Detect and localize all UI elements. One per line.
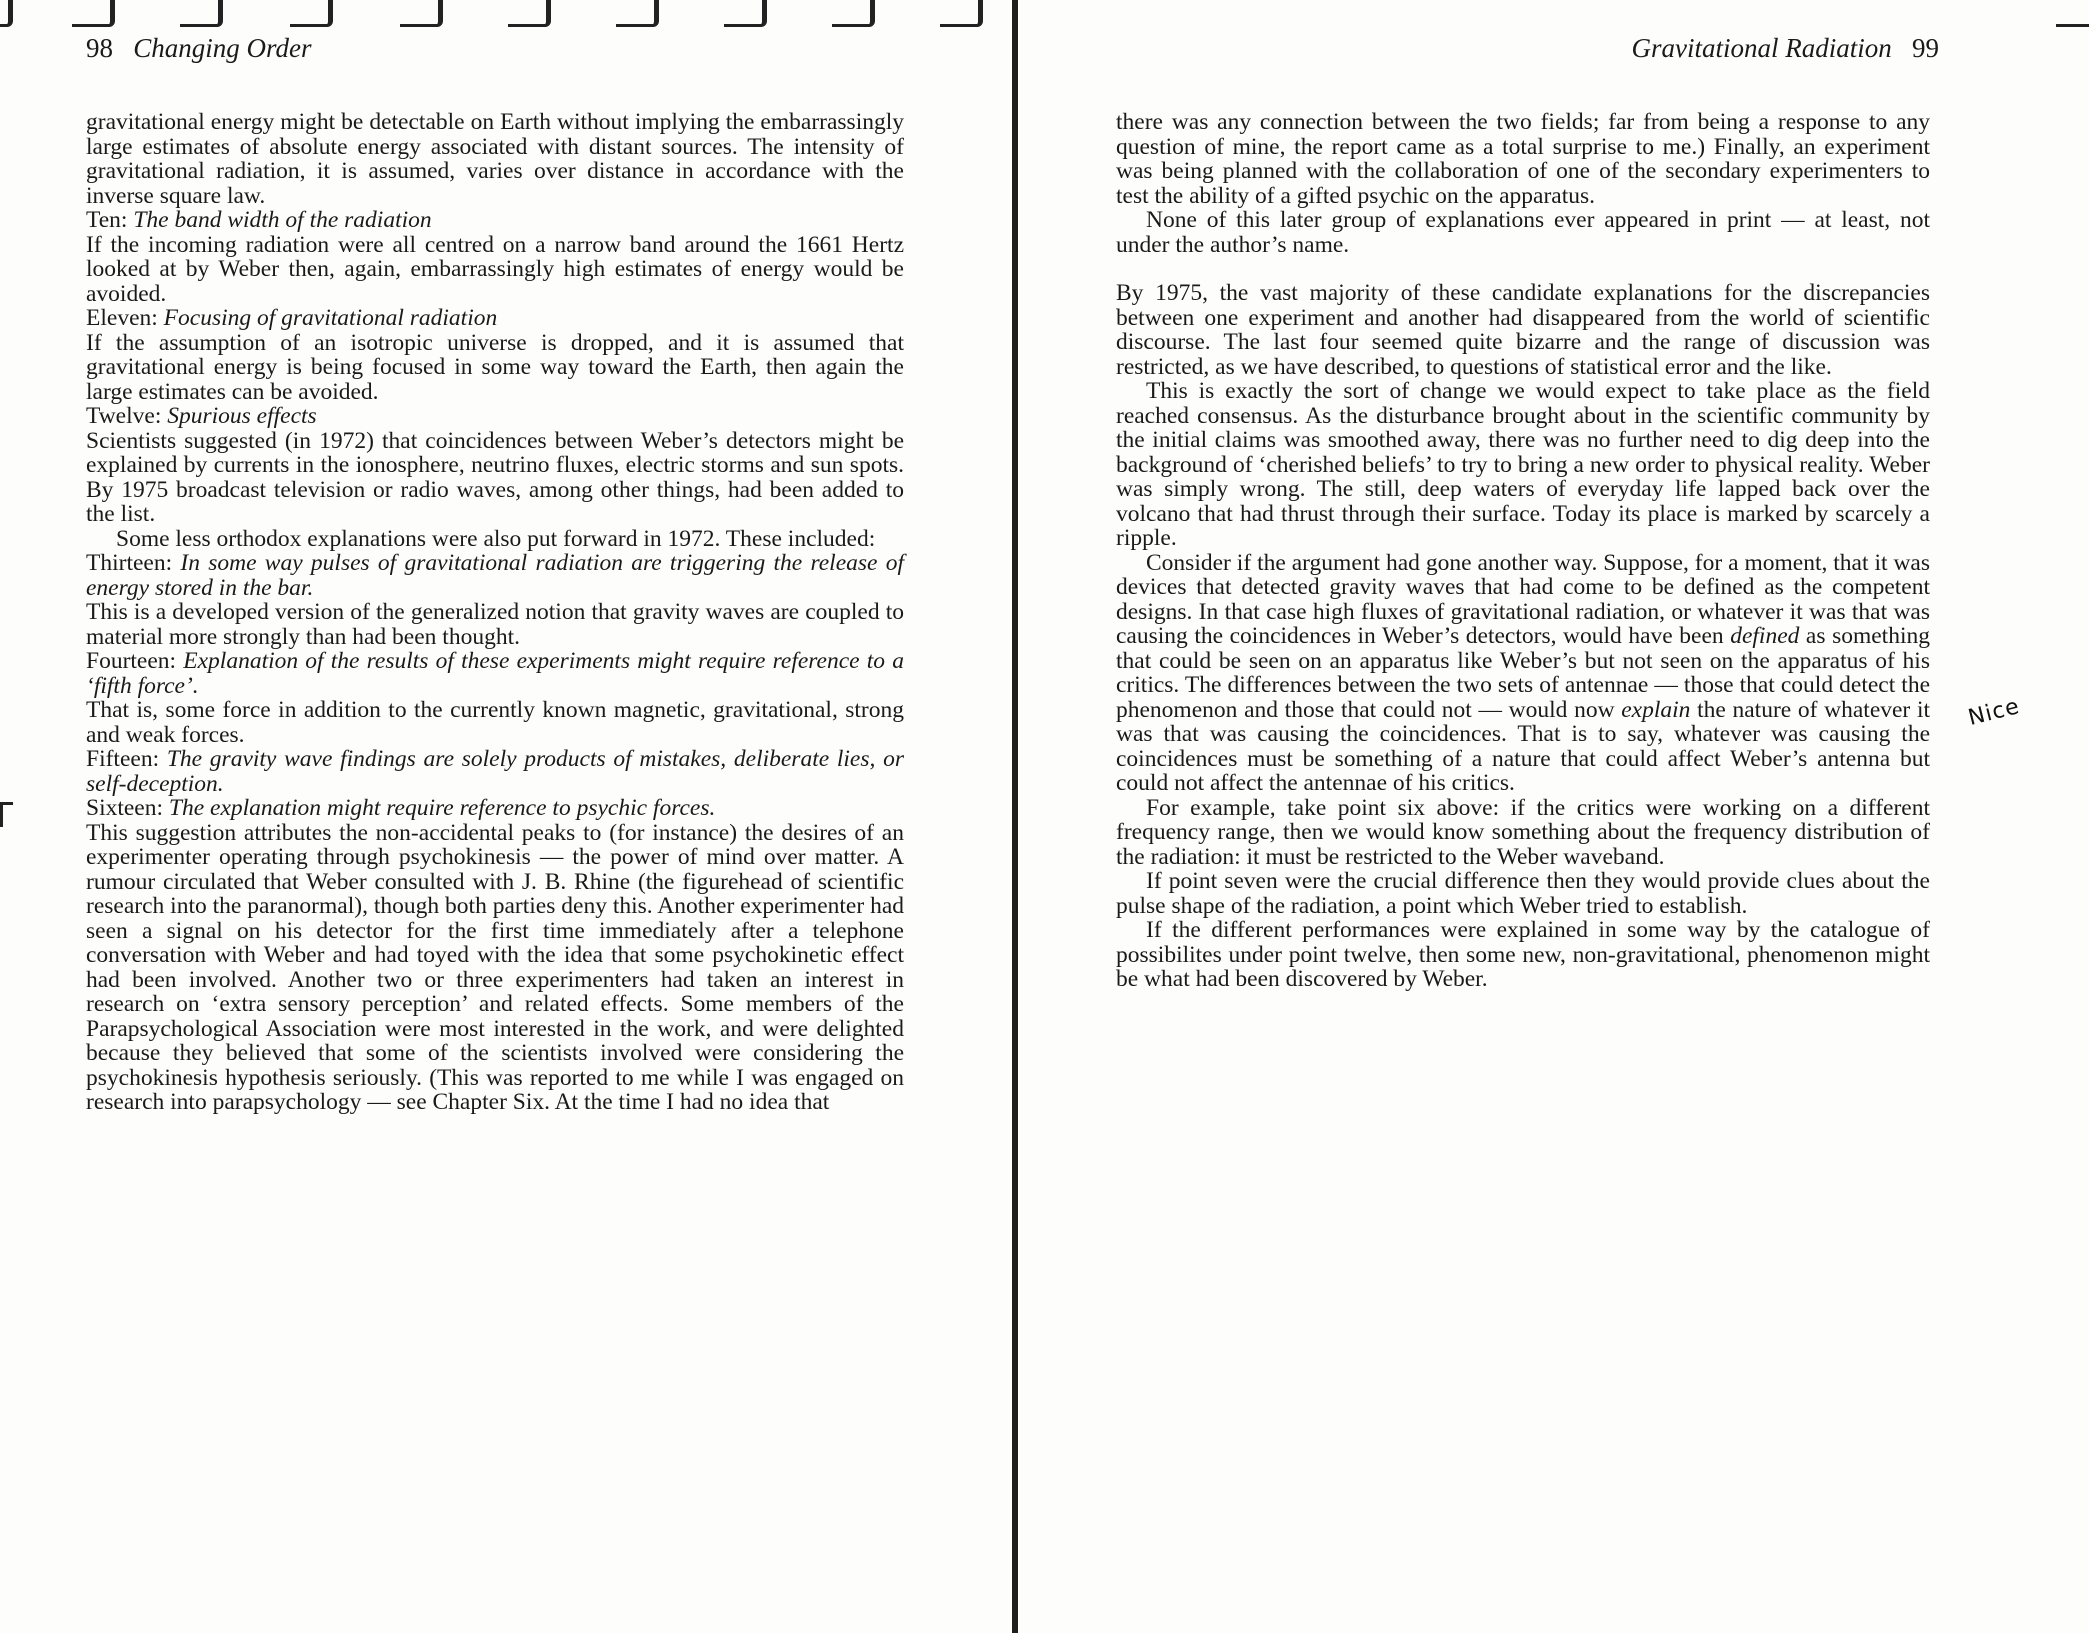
italic-text: explain	[1621, 696, 1691, 723]
paragraph	[86, 649, 904, 698]
binding-ring	[508, 0, 551, 27]
paragraph	[1116, 551, 1930, 796]
handwritten-margin-note: Nice	[1965, 694, 2023, 731]
body-text: Twelve:	[86, 403, 168, 429]
paragraph	[86, 600, 904, 649]
paragraph	[86, 110, 904, 208]
italic-text: Focusing of gravitational radiation	[163, 305, 498, 331]
paragraph	[86, 527, 904, 552]
italic-text: The explanation might require reference to psychic forces.	[168, 795, 716, 821]
body-text: This suggestion attributes the non-accidental peaks to (for instance) the desires of an experimenter operating through psychokinesis — the power of mind over matter. A rumour circulated that Weber consulted with J. B. Rhine (the figurehead of scientific research into the paranormal), though both parties deny this. Another experimenter had seen a signal on his detector for the first time immediately after a telephone conversation with Weber and had toyed with the idea that some psychokinetic effect had been involved. Another two or three experimenters had taken an interest in research on ‘extra sensory perception’ and related effects. Some members of the Parapsychological Association were most interested in the work, and were delighted because they believed that some of the scientists involved were considering the psychokinesis hypothesis seriously. (This was reported to me while I was engaged on research into parapsychology — see Chapter Six. At the time I had no idea that	[86, 819, 904, 1115]
left-page	[0, 0, 1012, 1633]
italic-text: The band width of the radiation	[133, 207, 432, 233]
body-text: If the assumption of an isotropic universe is dropped, and it is assumed that gravitational energy is being focused in some way toward the Earth, then again the large estimates can be avoided.	[86, 329, 904, 405]
right-running-title: Gravitational Radiation	[1631, 33, 1892, 63]
body-text: If the different performances were explained in some way by the catalogue of possibilites under point twelve, then some new, non-gravitational, phenomenon might be what had been discovered by Weber.	[1116, 917, 1930, 992]
right-running-head	[1632, 30, 1940, 66]
right-page-body	[1116, 110, 1930, 992]
body-text: Sixteen:	[86, 795, 169, 821]
body-text: as something that could be seen on an apparatus like Weber’s but not seen on the apparatus of his critics. The differences between the two sets of antennae — those that could detect the phenomenon and those that could not — would now	[1116, 623, 1930, 723]
paragraph	[1116, 918, 1930, 992]
right-page	[1018, 0, 2089, 1633]
left-page-body	[86, 110, 904, 1115]
body-text: If the incoming radiation were all centred on a narrow band around the 1661 Hertz looked at by Weber then, again, embarrassingly high estimates of energy would be avoided.	[86, 231, 904, 307]
binding-ring	[724, 0, 767, 27]
right-page-number: 99	[1912, 33, 1939, 63]
body-text: This is a developed version of the generalized notion that gravity waves are coupled to material more strongly than had been thought.	[86, 599, 904, 650]
body-text: By 1975, the vast majority of these candidate explanations for the discrepancies between one experiment and another had disappeared from the world of scientific discourse. The last four seemed quite bizarre and the range of discussion was restricted, as we have described, to questions of statistical error and the like.	[1116, 280, 1930, 380]
paragraph	[86, 404, 904, 429]
paragraph	[86, 429, 904, 527]
body-text: there was any connection between the two fields; far from being a response to any question of mine, the report came as a total surprise to me.) Finally, an experiment was being planned with the collaboration of one of the secondary experimenters to test the ability of a gifted psychic on the apparatus.	[1116, 109, 1930, 209]
binding-ring	[180, 0, 223, 27]
body-text: Ten:	[86, 207, 134, 233]
italic-text: defined	[1730, 623, 1800, 649]
paragraph	[1116, 208, 1930, 257]
paragraph	[86, 551, 904, 600]
binding-ring	[2056, 0, 2089, 27]
binding-rings-right	[2036, 0, 2089, 26]
binding-ring	[832, 0, 875, 27]
paragraph	[86, 208, 904, 233]
binding-ring	[940, 0, 983, 27]
page-edge-mark	[0, 802, 13, 827]
body-text: Thirteen:	[86, 550, 181, 576]
body-text: Scientists suggested (in 1972) that coincidences between Weber’s detectors might be explained by currents in the ionosphere, neutrino fluxes, electric storms and sun spots. By 1975 broadcast television or radio waves, among other things, had been added to the list.	[86, 427, 904, 527]
paragraph	[86, 233, 904, 307]
body-text: Fifteen:	[86, 746, 167, 772]
paragraph	[86, 796, 904, 821]
body-text: That is, some force in addition to the currently known magnetic, gravitational, strong and weak forces.	[86, 697, 904, 748]
body-text: This is exactly the sort of change we would expect to take place as the field reached consensus. As the disturbance brought about in the scientific community by the initial claims was smoothed away, there was no further need to dig deep into the background of ‘cherished beliefs’ to try to bring a new order to physical reality. Weber was simply wrong. The still, deep waters of everyday life lapped back over the volcano that had thrust through their surface. Today its place is marked by scarcely a ripple.	[1116, 378, 1930, 551]
body-text: the nature of whatever it was that was causing the coincidences. That is to say, whatever was causing the coincidences must be something of a nature that could affect Weber’s antenna but could not affect the antennae of his critics.	[1116, 696, 1930, 796]
binding-ring	[400, 0, 443, 27]
binding-ring	[616, 0, 659, 27]
paragraph	[86, 821, 904, 1115]
italic-text: Explanation of the results of these experiments might require reference to a ‘fifth force’.	[86, 648, 904, 699]
binding-rings-left	[0, 0, 1012, 26]
paragraph	[86, 747, 904, 796]
body-text: gravitational energy might be detectable on Earth without implying the embarrassingly large estimates of absolute energy associated with distant sources. The intensity of gravitational radiation, it is assumed, varies over distance in accordance with the inverse square law.	[86, 109, 904, 209]
paragraph	[86, 698, 904, 747]
paragraph	[86, 306, 904, 331]
body-text: None of this later group of explanations ever appeared in print — at least, not under the author’s name.	[1116, 207, 1930, 258]
italic-text: The gravity wave findings are solely products of mistakes, deliberate lies, or self-deception.	[86, 746, 905, 797]
body-text: If point seven were the crucial difference then they would provide clues about the pulse shape of the radiation, a point which Weber tried to establish.	[1116, 868, 1930, 919]
body-text: For example, take point six above: if the critics were working on a different frequency range, then we would know something about the frequency distribution of the radiation: it must be restricted to the Weber waveband.	[1116, 794, 1930, 870]
binding-ring	[72, 0, 115, 27]
body-text: Fourteen:	[86, 648, 184, 674]
body-text: Some less orthodox explanations were also put forward in 1972. These included:	[116, 525, 876, 552]
paragraph	[1116, 110, 1930, 208]
paragraph	[1116, 869, 1930, 918]
left-running-head	[86, 30, 312, 66]
left-page-number: 98	[86, 33, 113, 63]
italic-text: Spurious effects	[167, 403, 317, 429]
binding-ring	[0, 0, 13, 27]
paragraph	[1116, 796, 1930, 870]
body-text: Eleven:	[86, 305, 164, 331]
paragraph	[86, 331, 904, 405]
italic-text: In some way pulses of gravitational radiation are triggering the release of energy stored in the bar.	[86, 550, 904, 601]
paragraph	[1116, 281, 1930, 379]
paragraph	[1116, 379, 1930, 551]
binding-ring	[290, 0, 333, 27]
left-running-title: Changing Order	[133, 33, 312, 63]
body-text: Consider if the argument had gone another way. Suppose, for a moment, that it was devices that detected gravity waves that had come to be defined as the competent designs. In that case high fluxes of gravitational radiation, or whatever it was that was causing the coincidences in Weber’s detectors, would have been	[1116, 549, 1930, 649]
